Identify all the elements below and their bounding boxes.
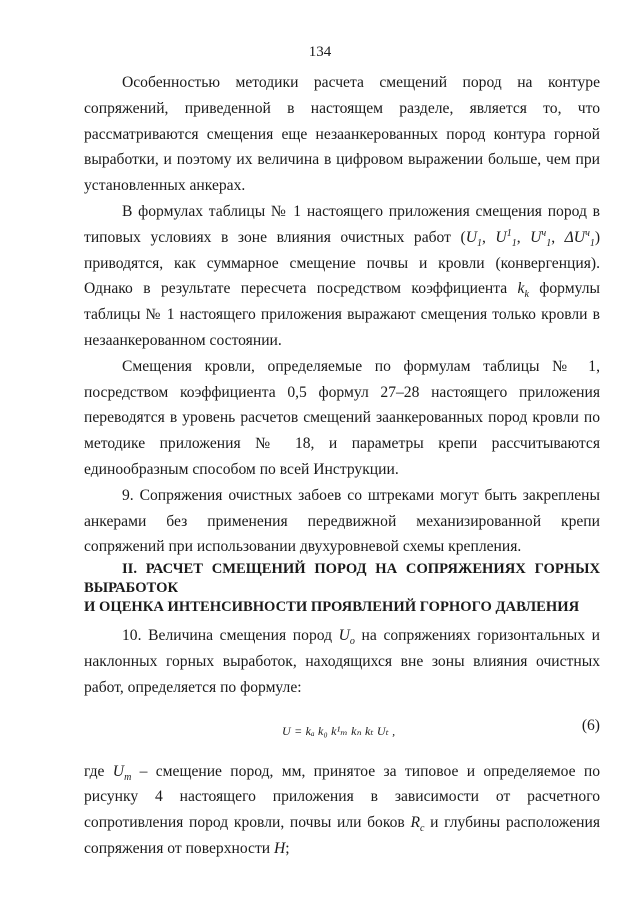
paragraph-2: В формулах таблицы № 1 настоящего приложения смещения пород в типовых условиях в зоне влияния очистных работ ($U_1$, $U^1_1$, $U^ч_1$, $\Delta U^ч_1$) приводятся, как суммарное смещение почвы и кровли (конвергенция). Однако в результате пересчета посредством коэффициента $k_k$ формулы таблицы № 1 настоящего приложения выражают смещения только кровли в незаанкерованном состоянии. <box>84 202 601 349</box>
symbol-u-o: $U_о$ <box>338 627 355 648</box>
heading-line-2: И ОЦЕНКА ИНТЕНСИВНОСТИ ПРОЯВЛЕНИЙ ГОРНОГО ДАВЛЕНИЯ <box>84 599 580 616</box>
symbol-k-k: $k_k$ <box>517 280 529 301</box>
symbol-u1-ch: $U^ч_1$ <box>530 227 552 249</box>
formula-number: (6) <box>581 716 600 734</box>
paragraph-3: Смещения кровли, определяемые по формулам таблицы № 1, посредством коэффициента 0,5 формул 27–28 настоящего приложения переводятся в уровень расчетов смещений заанкерованных пород кровли по методике приложения № 18, и параметры крепи рассчитываются единообразным способом по всей Инструкции. <box>84 357 600 478</box>
heading-line-1: II. РАСЧЕТ СМЕЩЕНИЙ ПОРОД НА СОПРЯЖЕНИЯХ ГОРНЫХ ВЫРАБОТОК <box>84 561 600 597</box>
symbol-u1-l: $U^1_1$ <box>495 227 517 249</box>
page-body <box>84 70 600 862</box>
paragraph-6: где $U_т$ – смещение пород, мм, принятое за типовое и определяемое по рисунку 4 настоящего приложения в зависимости от расчетного сопротивления пород кровли, почвы или боков $R_с$ и глубины расположения сопряжения от поверхности H; <box>84 762 600 857</box>
section-heading <box>84 560 600 617</box>
page-number: 134 <box>308 44 332 60</box>
symbol-delta-u: $\Delta U^ч_1$ <box>564 227 595 249</box>
symbol-h: H <box>274 839 286 857</box>
paragraph-2-text-b: ) приводятся, как суммарное смещение почвы и кровли (конвергенция). Однако в результате пересчета посредством коэффициента <box>84 228 601 298</box>
symbol-u1: $U_1$ <box>465 228 482 249</box>
paragraph-4: 9. Сопряжения очистных забоев со штреками могут быть закреплены анкерами без применения передвижной механизированной крепи сопряжений при использовании двухуровневой схемы крепления. <box>84 486 600 556</box>
paragraph-2-text-c: формулы таблицы № 1 настоящего приложения выражают смещения только кровли в незаанкерованном состоянии. <box>84 280 600 349</box>
formula-6: U = kₐ k₀ k¹ₘ kₙ kₜ Uₜ , <box>282 723 396 738</box>
paragraph-1: Особенностью методики расчета смещений пород на контуре сопряжений, приведенной в настоящем разделе, является то, что рассматриваются смещения еще незаанкерованных пород контура горной выработки, и поэтому их величина в цифровом выражении больше, чем при установленных анкерах. <box>84 74 600 195</box>
paragraph-2-text-a: В формулах таблицы № 1 настоящего приложения смещения пород в типовых условиях в зоне влияния очистных работ ( <box>84 202 600 246</box>
symbol-u-t: $U_т$ <box>112 762 132 783</box>
symbol-r-c: $R_с$ <box>410 814 425 835</box>
formula-row <box>84 709 600 749</box>
paragraph-5: 10. Величина смещения пород $U_о$ на сопряжениях горизонтальных и наклонных горных выработок, находящихся вне зоны влияния очистных работ, определяется по формуле: <box>84 627 600 696</box>
